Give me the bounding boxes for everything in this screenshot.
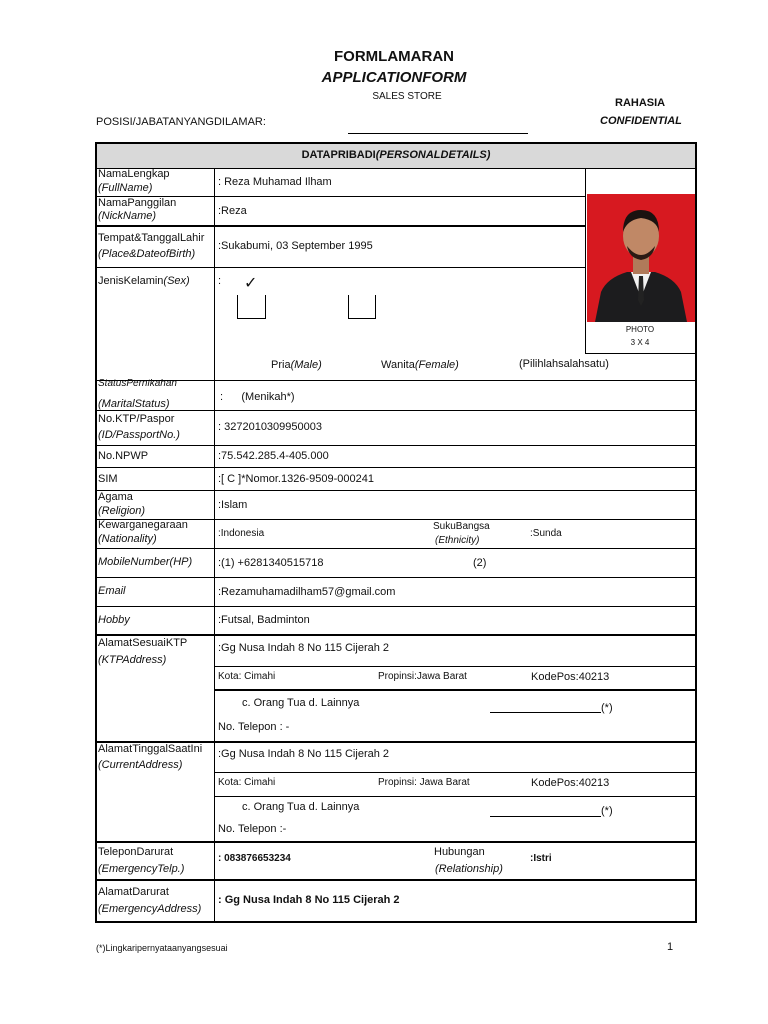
marital-label: StatusPernikahan — [98, 379, 177, 388]
birth-sub: (Place&DateofBirth) — [98, 248, 196, 260]
row-divider — [97, 490, 695, 491]
marital-value[interactable]: : (Menikah*) — [220, 391, 295, 403]
emerg-sub: (EmergencyTelp.) — [98, 863, 185, 875]
form-title: FORMLAMARAN — [334, 48, 454, 65]
ethnic-sub: (Ethnicity) — [435, 535, 480, 546]
curaddr-city[interactable]: Kota: Cimahi — [218, 777, 276, 788]
row-divider — [214, 689, 695, 691]
emerg-value[interactable]: : 083876653234 — [218, 853, 291, 864]
male-option-label: Pria(Male) — [271, 359, 322, 371]
female-checkbox[interactable] — [348, 295, 376, 319]
hobby-value[interactable]: :Futsal, Badminton — [218, 614, 310, 626]
hobby-label: Hobby — [98, 614, 130, 626]
person-photo-icon — [587, 194, 695, 322]
photo — [587, 194, 695, 322]
row-divider — [97, 225, 585, 227]
row-divider — [97, 879, 695, 881]
nickname-sub: (NickName) — [98, 210, 157, 222]
birth-value[interactable]: :Sukabumi, 03 September 1995 — [218, 240, 373, 252]
footer-note: (*)Lingkaripernyataanyangsesuai — [96, 943, 228, 953]
ktp-label: No.KTP/Paspor — [98, 413, 175, 425]
emerg-label: TeleponDarurat — [98, 846, 174, 858]
row-divider — [97, 606, 695, 607]
section-title: DATAPRIBADI(PERSONALDETAILS) — [301, 149, 491, 161]
ktpaddr-parent-option: c. Orang Tua d. Lainnya — [242, 697, 360, 709]
fullname-sub: (FullName) — [98, 182, 153, 194]
row-divider — [97, 445, 695, 446]
female-option-label: Wanita(Female) — [381, 359, 459, 371]
position-label: POSISI/JABATANYANGDILAMAR: — [96, 116, 266, 128]
mobile-label: MobileNumber(HP) — [98, 556, 193, 568]
relationship-sub: (Relationship) — [435, 863, 503, 875]
ktpaddr-zip[interactable]: KodePos:40213 — [531, 671, 610, 683]
curaddr-value[interactable]: :Gg Nusa Indah 8 No 115 Cijerah 2 — [218, 748, 390, 760]
row-divider — [97, 267, 585, 268]
nationality-sub: (Nationality) — [98, 533, 157, 545]
relationship-value[interactable]: :Istri — [530, 853, 552, 864]
photo-box-bottom — [585, 353, 695, 354]
choose-one-note: (Pilihlahsalahsatu) — [519, 358, 609, 370]
npwp-label: No.NPWP — [98, 450, 149, 462]
marital-sub: (MaritalStatus) — [98, 398, 170, 410]
nickname-label: NamaPanggilan — [98, 197, 177, 209]
row-divider — [97, 410, 695, 411]
birth-label: Tempat&TanggalLahir — [98, 232, 205, 244]
ethnic-value[interactable]: :Sunda — [530, 528, 562, 539]
row-divider — [214, 772, 695, 773]
ktpaddr-star: (*) — [601, 702, 613, 714]
row-divider — [214, 666, 695, 667]
email-label: Email — [98, 585, 126, 597]
photo-label: PHOTO — [625, 325, 655, 334]
npwp-value[interactable]: :75.542.285.4-405.000 — [218, 450, 329, 462]
row-divider — [97, 380, 695, 381]
row-divider — [97, 634, 695, 636]
curaddr-phone[interactable]: No. Telepon :- — [218, 823, 287, 835]
ktpaddr-phone[interactable]: No. Telepon : - — [218, 721, 290, 733]
email-value[interactable]: :Rezamuhamadilham57@gmail.com — [218, 586, 396, 598]
fullname-value[interactable]: : Reza Muhamad Ilham — [218, 176, 332, 188]
nationality-label: Kewarganegaraan — [98, 519, 188, 531]
relationship-label: Hubungan — [434, 846, 485, 858]
emaddr-sub: (EmergencyAddress) — [98, 903, 202, 915]
mobile-value-2[interactable]: (2) — [473, 557, 487, 569]
ktpaddr-other-line[interactable] — [490, 712, 601, 713]
row-divider — [97, 577, 695, 578]
emaddr-label: AlamatDarurat — [98, 886, 169, 898]
religion-label: Agama — [98, 491, 133, 503]
page-number: 1 — [667, 941, 674, 953]
checkmark-icon: ✓ — [244, 275, 258, 292]
religion-sub: (Religion) — [98, 505, 146, 517]
form-subtitle: APPLICATIONFORM — [321, 69, 467, 86]
curaddr-label: AlamatTinggalSaatIni — [98, 743, 203, 755]
row-divider — [214, 796, 695, 797]
position-field-line[interactable] — [348, 133, 528, 134]
ktp-sub: (ID/PassportNo.) — [98, 429, 180, 441]
photo-size: 3 X 4 — [630, 338, 650, 347]
fullname-label: NamaLengkap — [98, 168, 170, 180]
emaddr-value[interactable]: : Gg Nusa Indah 8 No 115 Cijerah 2 — [218, 894, 400, 906]
curaddr-other-line[interactable] — [490, 816, 601, 817]
ktpaddr-value[interactable]: :Gg Nusa Indah 8 No 115 Cijerah 2 — [218, 642, 390, 654]
ktpaddr-province[interactable]: Propinsi:Jawa Barat — [378, 671, 467, 682]
rahasia-label: RAHASIA — [615, 97, 666, 109]
curaddr-province[interactable]: Propinsi: Jawa Barat — [378, 777, 470, 788]
row-divider — [97, 467, 695, 468]
curaddr-sub: (CurrentAddress) — [98, 759, 183, 771]
ethnic-label: SukuBangsa — [433, 521, 490, 532]
sim-value[interactable]: :[ C ]*Nomor.1326-9509-000241 — [218, 473, 374, 485]
ktp-value[interactable]: : 3272010309950003 — [218, 421, 322, 433]
nationality-value[interactable]: :Indonesia — [218, 528, 265, 539]
ktpaddr-city[interactable]: Kota: Cimahi — [218, 671, 276, 682]
male-checkbox[interactable] — [237, 295, 266, 319]
mobile-value[interactable]: :(1) +6281340515718 — [218, 557, 324, 569]
row-divider — [97, 841, 695, 843]
sim-label: SIM — [98, 473, 118, 485]
row-divider — [97, 548, 695, 549]
sex-label: JenisKelamin(Sex) — [98, 275, 190, 287]
curaddr-zip[interactable]: KodePos:40213 — [531, 777, 610, 789]
nickname-value[interactable]: :Reza — [218, 205, 247, 217]
label-column-divider — [214, 168, 215, 921]
store-label: SALES STORE — [372, 91, 442, 102]
sex-colon: : — [218, 275, 222, 287]
curaddr-parent-option: c. Orang Tua d. Lainnya — [242, 801, 360, 813]
curaddr-star: (*) — [601, 805, 613, 817]
religion-value[interactable]: :Islam — [218, 499, 248, 511]
ktpaddr-sub: (KTPAddress) — [98, 654, 167, 666]
ktpaddr-label: AlamatSesuaiKTP — [98, 637, 188, 649]
confidential-label: CONFIDENTIAL — [600, 115, 682, 127]
